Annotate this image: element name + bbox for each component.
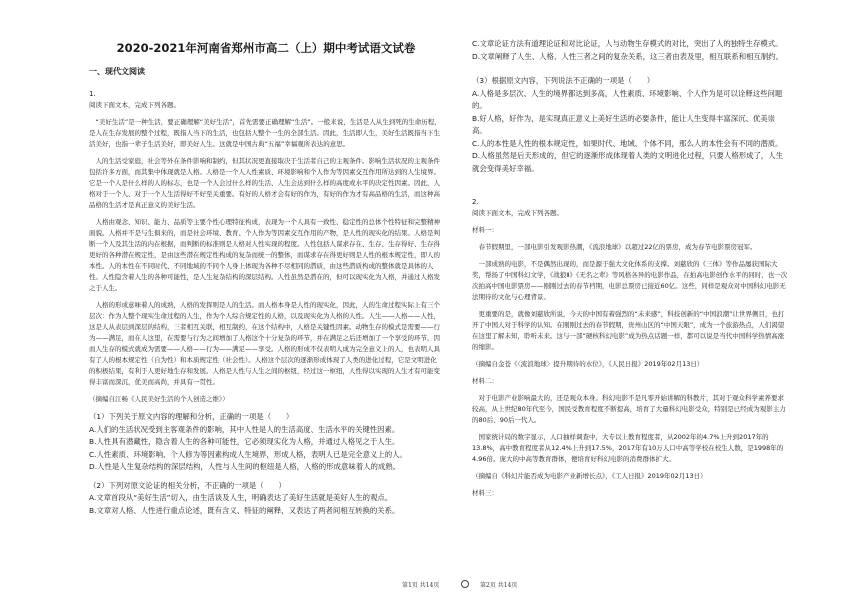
- passage-paragraph: 人格的形成意味着人的成熟，人格的发挥则是人的生活。而人格本身是人性的现实化，因此，人的生命过程实际上有三个层次：作为人整个现实生命过程的人生，作为个人综合规定性的人格，以及现实化为人格的人性。人生——人格——人性，这是人从表层到深层的结构，三者相互关联，相互制约，在这个结构中，人格是关键性因素。动物生存的模式是需要——行为——满足，而在人这里，在需要与行为之间增加了人格这个十分复杂的环节，并在满足之后还增加了一个享受的环节，因而人生存的模式就成为需要——人格——行为——满足——享受。人格的形成不仅表明人成为完全意义上的人，也表明人具有了人的根本规定性（自为性）和本质规定性（社会性）。人格这个层次的逐渐形成体现了人类的进化过程，它是文明进化的积极结果，有利于人更好地生存和发展。人格是人性与人生之间的枢纽，经过这一枢纽，人性得以实现的人生才有可能变得丰富而深沉，优美而高尚，并具有一贯性。: [89, 301, 440, 386]
- material-label: 材料三：: [472, 489, 498, 497]
- question-instruction: 阅读下面文本，完成下列各题。: [472, 209, 563, 217]
- material-paragraph: 国家统计局的数字显示，人口抽样调查中，大专以上教育程度者，从2002年的4.7%上升到2017年的13.8%，高中教育程度者从12.4%上升到17.5%，2017年有10万人口中高等学校在校生人数，是1998年的4.96倍。庞大的中高等教育群体，便培育好科幻电影的消费群体扩大。: [472, 433, 784, 463]
- material-label: 材料二：: [472, 377, 498, 385]
- material-paragraph: 春节假期里，一部电影引发观影热潮，《流浪地球》以超过22亿的票房，成为春节电影票房冠军。: [478, 243, 757, 251]
- material-label: 材料一：: [472, 226, 498, 234]
- option-a: A.人们的生活状况受到主客观条件的影响，其中人性是人的生活高度、生活水平的关键性因素。: [89, 424, 400, 434]
- sub-question-2-stem: （2）下列对原文论证的相关分析，不正确的一项是（ ）: [89, 480, 286, 490]
- page-number-left: 第1页 共14页: [402, 582, 440, 589]
- option-b: B.好人格，好作为，是实现真正意义上美好生活的必要条件，能让人生变得丰富深沉、优美崇高。: [472, 113, 776, 135]
- left-column: [89, 30, 443, 517]
- option-b: B.文章对人格、人性进行重点论述，既有含义、特征的阐释，又表达了两者间相互转换的关系。: [89, 505, 400, 515]
- sub-question-1-stem: （1）下列关于原文内容的理解和分析，正确的一项是（ ）: [89, 412, 294, 421]
- material-paragraph: 一部成熟的电影，不是偶然出现的，而是源于强大文化体系的支撑。刘慈欣的《三体》等作品屡获国际大奖，帮扬了中国科幻文学，《战狼Ⅱ》《无名之辈》等风格各异的电影作品，在拍高电影创作水平的同时，也一次次拍高中国电影票房——刚刚过去的春节档期，电影总票房已接近60亿。这些，同样是观众对中国科幻电影无法期待的文化与心理背景。: [472, 260, 788, 301]
- option-c: C.人性素质、环境影响、个人修为等因素构成人生境界，形成人格，表明人已是完全意义上的人。: [89, 449, 407, 459]
- option-d: D.人性是人生复杂结构的深层结构，人性与人生间的枢纽是人格，人格的形成意味着人的成熟。: [89, 462, 401, 471]
- question-instruction: 阅读下面文本，完成下列各题。: [89, 101, 180, 109]
- option-a: A.人格是多层次、人生的境界都达到多高，人性素质、环境影响、个人作为是可以诠释这些问题的。: [472, 88, 783, 110]
- option-d: D.文章阐释了人生、人格、人性三者之间的复杂关系，这三者由表及里，相互联系和相互制约。: [472, 51, 784, 61]
- right-column: [472, 30, 788, 499]
- page-title: 2020-2021年河南省郑州市高二（上）期中考试语文试卷: [116, 41, 416, 55]
- passage-paragraph: “美好生活”是一种生活，要正确理解“美好生活”，首先需要正确理解“生活”。一般来说，生活是人从生到死的生命历程，是人在生存发展的整个过程，既指人当下的生活，也包括人整个一生的全部生活。因此，生活即人生，美好生活既指当下生活美好，也指一辈子生活美好，即美好人生。这就是中国古典“五福”幸福观所表达的意思。: [89, 118, 441, 148]
- material-source: （摘编自金苍《〈流浪地球〉提升期待的水位》，《人民日报》2019年02月13日）: [472, 360, 704, 368]
- page-footer: [0, 580, 860, 592]
- section-heading: 一、现代文阅读: [89, 67, 145, 76]
- option-c: C.文章论证方法有道理论证和对比论证，人与动物生存模式的对比，突出了人的独特生存模式。: [472, 39, 783, 48]
- option-b: B.人性具有潜藏性，隐含着人生的各种可能性，它必须现实化为人格，并通过人格见之于人生。: [89, 437, 400, 446]
- question-number-2: 2.: [472, 198, 479, 206]
- passage-paragraph: 人的生活受家庭，社会等外在条件影响和制约，但其状况更直接取决于生活者自己的主观条件。影响生活状况的主观条件包括许多方面，而其集中体现就是人格。人格是一个人人性素质、环境影响和个人作为等因素交互作用所达到的人生境界。它是一个人是什么样的人的标志，也是一个人会过什么样的生活、人生会达到什么样的高度或水平的决定性因素。因此，人格对于一个人、对于一个人生活得好不好至关重要。有好的人格才会有好的作为，有好的作为才有高品格的生活，而这种高品格的生活才是真正意义的美好生活。: [89, 157, 440, 209]
- passage-paragraph: 人格由观念、知识、能力、品质等主要个性心理特征构成，表现为一个人具有一致性、稳定性的总体个性特征和完整精神面貌。人格并不是与生俱来的，而是社会环境、教育、个人作为等因素交互作用的产物，是人性的现实化的结果。人格是判断一个人及其生活的内在根据，而判断的标准则是人格对人性实现的程度。人性包括人谋求存在、生存、生存得好、生存得更好的各种潜在规定性，是由这些潜在规定性构成的复杂而统一的整体，而谋求存在得更好则是人性的根本规定性，即人的本性。人的本性在不同时代、不同地域的不同个人身上体现为各种不尽相同的潜质，由这些潜质构成的整体就是具体的人性。人性隐含着人生的各种可能性，是人生复杂结构的深层结构。人性虽然是潜在的，但可以现实化为人格，并通过人格发之于人生。: [89, 218, 440, 292]
- sub-question-3-stem: （3）根据原文内容，下列说法不正确的一项是（ ）: [472, 76, 655, 85]
- page-number-right: 第2页 共14页: [480, 582, 518, 589]
- option-d: D.人格虽然是后天形成的，但它的逐渐形成体现着人类的文明进化过程，只要人格形成了，人生就会变得美好幸福。: [472, 151, 784, 173]
- passage-source: （摘编自江畅《人民美好生活的个人创造之维》）: [89, 395, 229, 403]
- page-divider-circle-icon: [461, 580, 469, 588]
- question-number-1: 1.: [89, 90, 96, 98]
- option-a: A.文章首段从“美好生活”切入，由生活谈及人生，明确表达了美好生活就是美好人生的观点。: [89, 493, 393, 502]
- material-paragraph: 更重要的是，就像刘慈欣所说，今天的中国有着强烈的“未来感”，科技创新的“中国浪潮”让世界侧目，也打开了中国人对于科学的认知。在刚刚过去的春节假期，贵州山区的“中国天眼”，成为一个旅游热点，人们渴望在这里了解未知，聆听未来。这与一部“硬核科幻电影”成为热点话题一样，都可以说是当代中国科学热情高涨的缩影。: [472, 310, 785, 351]
- material-source: （摘编自《科幻片能否成为电影产业新增长点》，《工人日报》2019年02月13日）: [472, 472, 707, 480]
- option-c: C.人的本性是人性的根本规定性，如果时代、地域、个体不同，那么人的本性会有不同的潜质。: [472, 138, 783, 148]
- material-paragraph: 对于电影产业影响最大的，还是观众本身。科幻电影不是凡零开始讲解的科教片，其对于观众科学素养要求较高，从上世纪80年代至今，国民受教育程度不断提高，培育了大量科幻电影受众，特别是已经成为观影主力的80后、90后一代人。: [472, 394, 786, 424]
